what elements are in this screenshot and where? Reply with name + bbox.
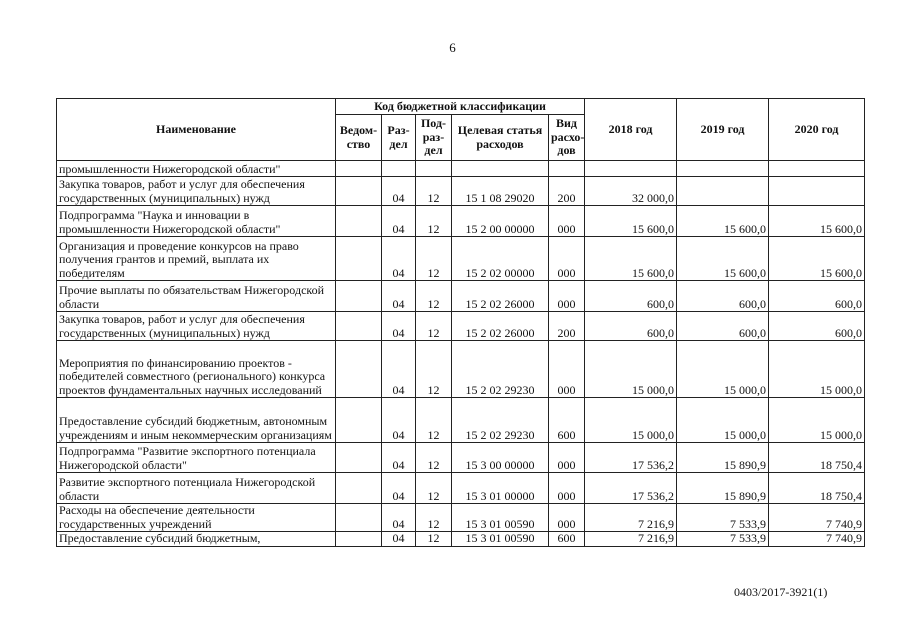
- row-target-article: 15 2 02 00000: [452, 237, 549, 281]
- row-section: 04: [382, 504, 416, 532]
- row-value-2018: 600,0: [585, 312, 677, 341]
- row-name: Подпрограмма "Наука и инновации в промышленности Нижегородской области": [57, 206, 336, 237]
- table-row: [57, 504, 865, 532]
- row-target-article: 15 1 08 29020: [452, 177, 549, 206]
- row-value-2019: 7 533,9: [677, 532, 769, 547]
- row-section: 04: [382, 532, 416, 547]
- row-department: [336, 177, 382, 206]
- row-department: [336, 312, 382, 341]
- budget-table: [56, 98, 865, 547]
- row-value-2018: 7 216,9: [585, 504, 677, 532]
- row-target-article: 15 3 00 00000: [452, 443, 549, 473]
- header-vedomstvo: Ведом-ство: [336, 115, 382, 161]
- row-value-2019: 15 890,9: [677, 473, 769, 504]
- table-header: [57, 99, 865, 161]
- row-subsection: 12: [416, 237, 452, 281]
- table-row: [57, 281, 865, 312]
- row-name: Расходы на обеспечение деятельности государственных учреждений: [57, 504, 336, 532]
- row-value-2019: 15 600,0: [677, 237, 769, 281]
- row-value-2018: 17 536,2: [585, 473, 677, 504]
- row-target-article: 15 3 01 00590: [452, 532, 549, 547]
- row-department: [336, 281, 382, 312]
- header-target-article: Целевая статья расходов: [452, 115, 549, 161]
- row-name: Предоставление субсидий бюджетным,: [57, 532, 336, 547]
- row-name: промышленности Нижегородской области": [57, 161, 336, 177]
- row-value-2020: 15 000,0: [769, 341, 865, 398]
- table-body: [57, 161, 865, 547]
- row-value-2020: 600,0: [769, 312, 865, 341]
- row-value-2020: 15 600,0: [769, 237, 865, 281]
- header-razdel: Раз-дел: [382, 115, 416, 161]
- table-row: [57, 312, 865, 341]
- row-value-2020: 18 750,4: [769, 473, 865, 504]
- table-row: [57, 532, 865, 547]
- row-name: Мероприятия по финансированию проектов - победителей совместного (регионального) конкурса проектов фундаментальных научных исследований: [57, 341, 336, 398]
- row-expense-type: 000: [549, 281, 585, 312]
- row-department: [336, 398, 382, 443]
- row-value-2020: 18 750,4: [769, 443, 865, 473]
- row-expense-type: 200: [549, 312, 585, 341]
- row-subsection: 12: [416, 177, 452, 206]
- row-department: [336, 237, 382, 281]
- row-value-2020: [769, 161, 865, 177]
- row-subsection: 12: [416, 532, 452, 547]
- row-section: 04: [382, 341, 416, 398]
- row-value-2018: 15 000,0: [585, 398, 677, 443]
- row-subsection: 12: [416, 206, 452, 237]
- row-name: Развитие экспортного потенциала Нижегородской области: [57, 473, 336, 504]
- row-name: Закупка товаров, работ и услуг для обеспечения государственных (муниципальных) нужд: [57, 177, 336, 206]
- table-row: [57, 177, 865, 206]
- row-department: [336, 206, 382, 237]
- row-subsection: 12: [416, 341, 452, 398]
- row-department: [336, 504, 382, 532]
- row-value-2020: 15 600,0: [769, 206, 865, 237]
- row-target-article: 15 3 01 00000: [452, 473, 549, 504]
- header-podrazdel: Под-раз-дел: [416, 115, 452, 161]
- row-department: [336, 341, 382, 398]
- row-value-2018: 15 600,0: [585, 237, 677, 281]
- row-section: 04: [382, 237, 416, 281]
- row-section: 04: [382, 443, 416, 473]
- row-section: 04: [382, 312, 416, 341]
- row-name: Подпрограмма "Развитие экспортного потенциала Нижегородской области": [57, 443, 336, 473]
- row-value-2018: 15 000,0: [585, 341, 677, 398]
- row-department: [336, 532, 382, 547]
- page-number: 6: [449, 40, 456, 55]
- row-subsection: 12: [416, 443, 452, 473]
- row-target-article: 15 2 02 26000: [452, 281, 549, 312]
- row-department: [336, 161, 382, 177]
- row-value-2020: 600,0: [769, 281, 865, 312]
- row-value-2018: [585, 161, 677, 177]
- row-name: Предоставление субсидий бюджетным, автономным учреждениям и иным некоммерческим организациям: [57, 398, 336, 443]
- row-section: 04: [382, 398, 416, 443]
- header-name: Наименование: [57, 99, 336, 161]
- row-subsection: 12: [416, 312, 452, 341]
- row-value-2019: 15 890,9: [677, 443, 769, 473]
- table-row: [57, 161, 865, 177]
- row-value-2019: [677, 177, 769, 206]
- row-target-article: [452, 161, 549, 177]
- row-expense-type: 000: [549, 504, 585, 532]
- table-row: [57, 341, 865, 398]
- row-value-2018: 600,0: [585, 281, 677, 312]
- row-name: Закупка товаров, работ и услуг для обеспечения государственных (муниципальных) нужд: [57, 312, 336, 341]
- row-expense-type: 000: [549, 206, 585, 237]
- header-2019: 2019 год: [677, 99, 769, 161]
- row-value-2018: 15 600,0: [585, 206, 677, 237]
- row-value-2018: 7 216,9: [585, 532, 677, 547]
- row-section: 04: [382, 281, 416, 312]
- row-value-2018: 32 000,0: [585, 177, 677, 206]
- row-subsection: 12: [416, 281, 452, 312]
- row-value-2019: 600,0: [677, 312, 769, 341]
- row-expense-type: 600: [549, 532, 585, 547]
- row-value-2019: 7 533,9: [677, 504, 769, 532]
- row-value-2018: 17 536,2: [585, 443, 677, 473]
- row-value-2019: 15 000,0: [677, 341, 769, 398]
- row-subsection: [416, 161, 452, 177]
- row-expense-type: 600: [549, 398, 585, 443]
- row-value-2019: 600,0: [677, 281, 769, 312]
- header-2020: 2020 год: [769, 99, 865, 161]
- row-target-article: 15 2 02 26000: [452, 312, 549, 341]
- row-section: 04: [382, 177, 416, 206]
- header-budget-code: Код бюджетной классификации: [336, 99, 585, 115]
- table-row: [57, 206, 865, 237]
- row-value-2020: 7 740,9: [769, 504, 865, 532]
- row-section: 04: [382, 206, 416, 237]
- header-2018: 2018 год: [585, 99, 677, 161]
- row-target-article: 15 2 02 29230: [452, 341, 549, 398]
- row-value-2019: 15 600,0: [677, 206, 769, 237]
- row-value-2020: 7 740,9: [769, 532, 865, 547]
- row-value-2019: 15 000,0: [677, 398, 769, 443]
- row-subsection: 12: [416, 504, 452, 532]
- row-subsection: 12: [416, 398, 452, 443]
- table-row: [57, 443, 865, 473]
- table-row: [57, 398, 865, 443]
- row-expense-type: 000: [549, 341, 585, 398]
- row-department: [336, 473, 382, 504]
- row-target-article: 15 2 00 00000: [452, 206, 549, 237]
- table-row: [57, 473, 865, 504]
- row-department: [336, 443, 382, 473]
- row-expense-type: 200: [549, 177, 585, 206]
- row-expense-type: 000: [549, 473, 585, 504]
- row-expense-type: [549, 161, 585, 177]
- row-section: [382, 161, 416, 177]
- document-code: 0403/2017-3921(1): [734, 585, 828, 599]
- row-subsection: 12: [416, 473, 452, 504]
- row-name: Организация и проведение конкурсов на право получения грантов и премий, выплата их победителям: [57, 237, 336, 281]
- table-row: [57, 237, 865, 281]
- row-section: 04: [382, 473, 416, 504]
- row-value-2020: [769, 177, 865, 206]
- row-name: Прочие выплаты по обязательствам Нижегородской области: [57, 281, 336, 312]
- row-value-2019: [677, 161, 769, 177]
- row-target-article: 15 3 01 00590: [452, 504, 549, 532]
- row-expense-type: 000: [549, 443, 585, 473]
- row-target-article: 15 2 02 29230: [452, 398, 549, 443]
- row-expense-type: 000: [549, 237, 585, 281]
- row-value-2020: 15 000,0: [769, 398, 865, 443]
- header-expense-type: Вид расхо-дов: [549, 115, 585, 161]
